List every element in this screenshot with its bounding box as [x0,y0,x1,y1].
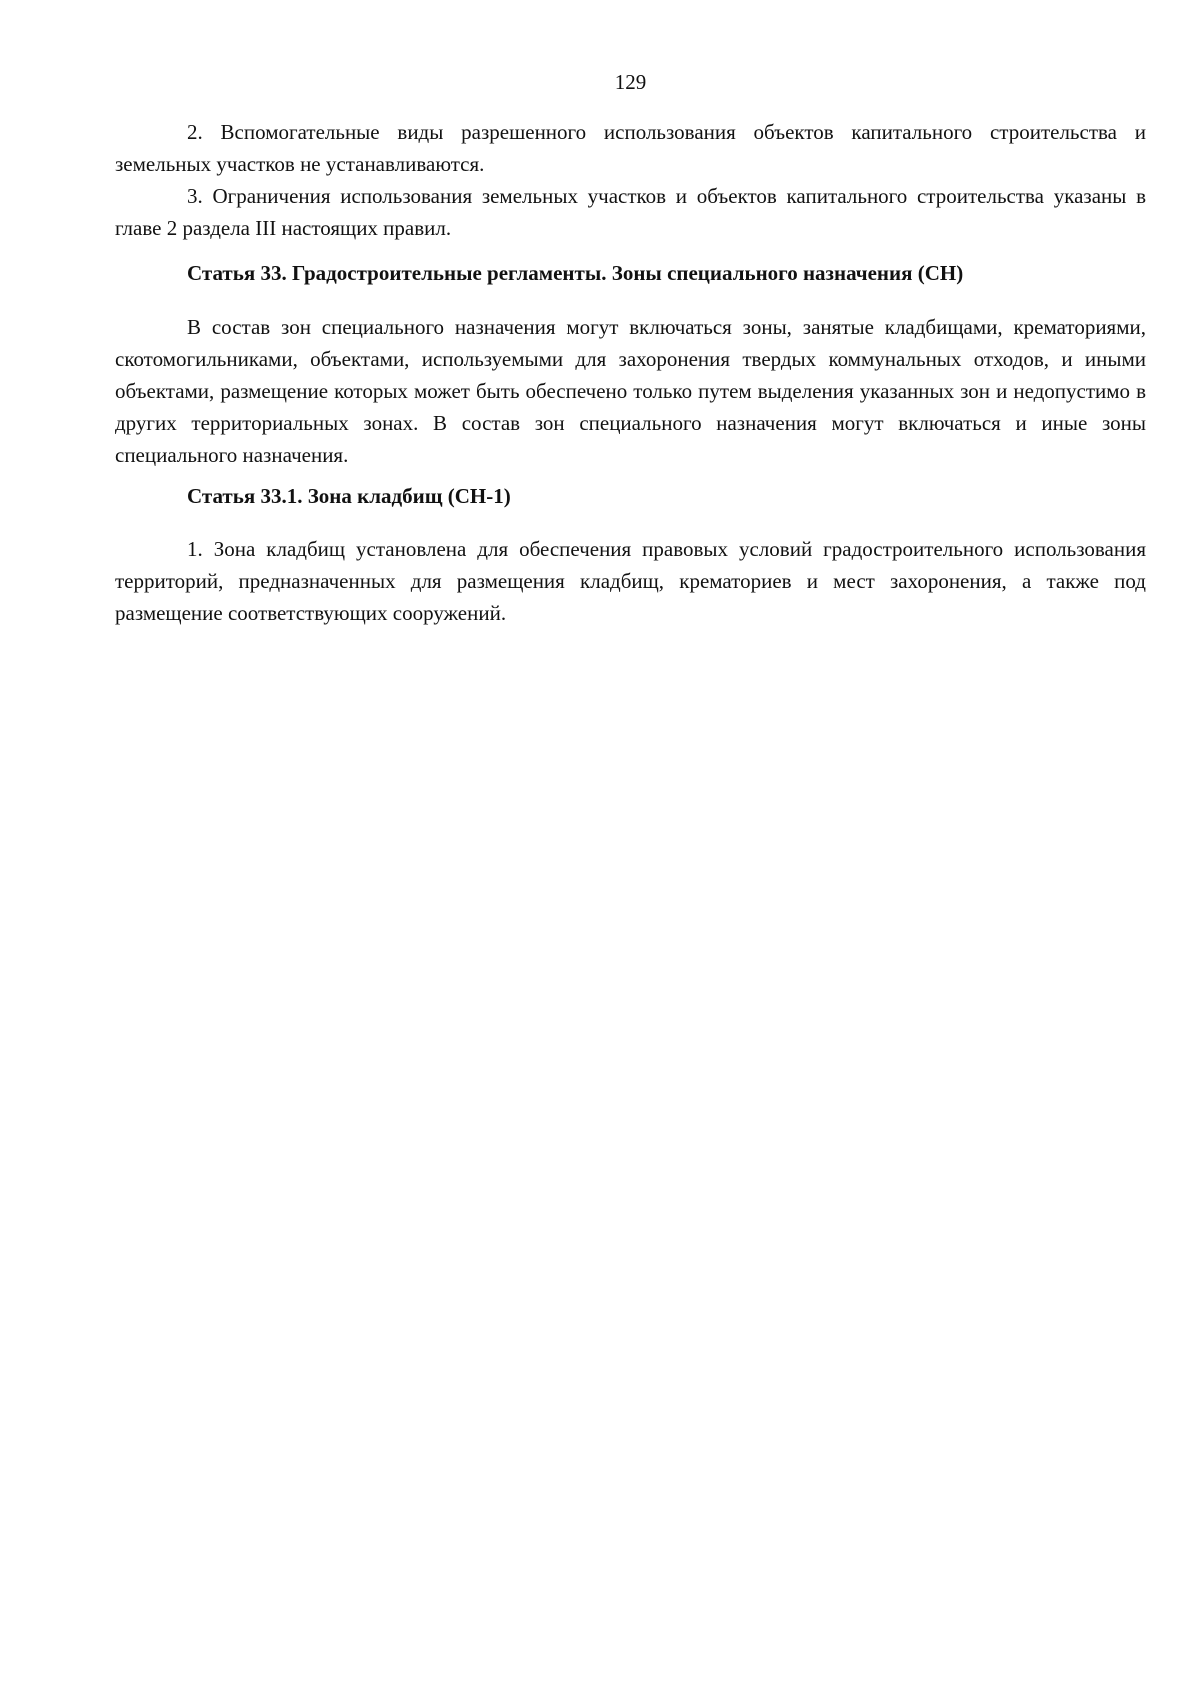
paragraph-item-2: 2. Вспомогательные виды разрешенного использования объектов капитального строительства и земельных участков не устанавливаются. [115,120,1146,176]
article-33-1-body-block [115,533,1146,629]
page-number: 129 [614,70,647,94]
article-33-body-block [115,311,1146,471]
article-33-1-heading: Статья 33.1. Зона кладбищ (СН-1) [187,484,511,508]
article-33-heading-block [115,257,1146,289]
article-33-1-body: 1. Зона кладбищ установлена для обеспечения правовых условий градостроительного использования территорий, предназначенных для размещения кладбищ, крематориев и мест захоронения, а также под размещение соответствующих сооружений. [115,537,1146,625]
article-33-1-heading-block [115,480,1146,512]
intro-paragraphs [115,116,1146,244]
paragraph-item-3: 3. Ограничения использования земельных участков и объектов капитального строительства указаны в главе 2 раздела III настоящих правил. [115,184,1146,240]
article-33-heading: Статья 33. Градостроительные регламенты. Зоны специального назначения (СН) [187,261,964,285]
article-33-body: В состав зон специального назначения могут включаться зоны, занятые кладбищами, крематориями, скотомогильниками, объектами, используемыми для захоронения твердых коммунальных отходов, и иными объектами, размещение которых может быть обеспечено только путем выделения указанных зон и недопустимо в других территориальных зонах. В состав зон специального назначения могут включаться и иные зоны специального назначения. [115,315,1146,467]
